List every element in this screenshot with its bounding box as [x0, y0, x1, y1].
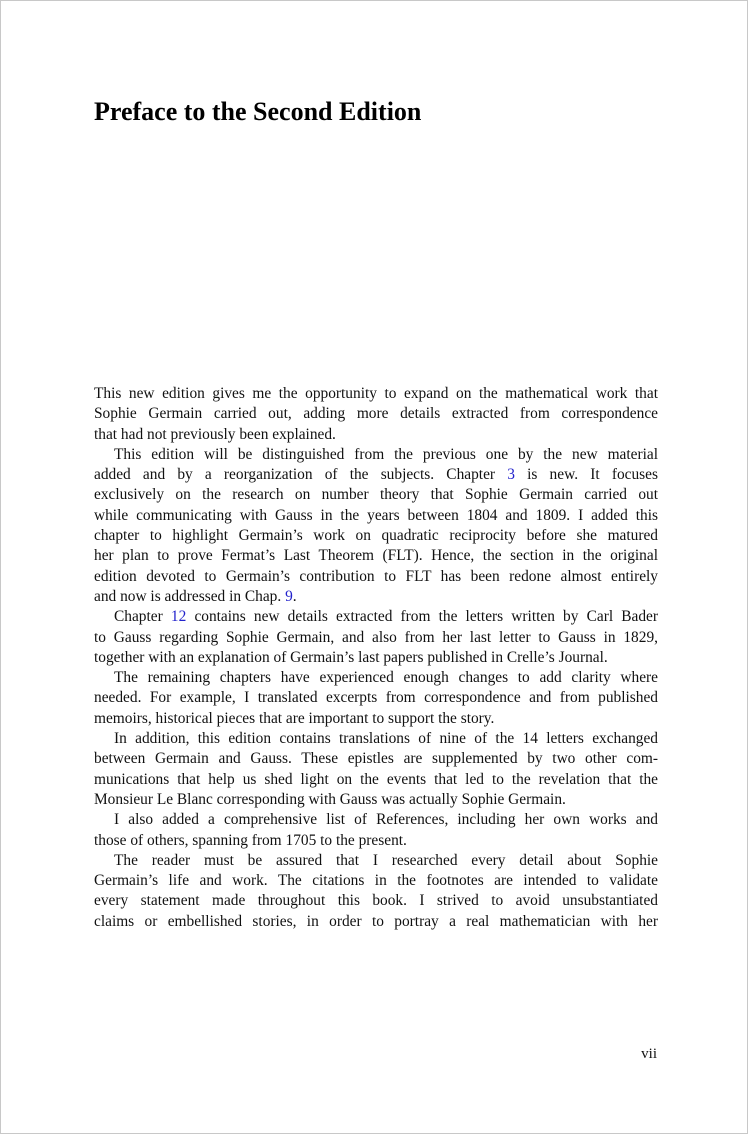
text-line [94, 465, 658, 485]
text-line [94, 587, 658, 607]
text-line: memoirs, historical pieces that are important to support the story. [94, 709, 495, 727]
text-segment: . [292, 587, 297, 605]
text-line: chapter to highlight Germain’s work on quadratic reciprocity before she matured [94, 527, 658, 545]
text-segment: added and by a reorganization of the subjects. Chapter [94, 466, 496, 484]
text-segment: is new. It focuses [527, 466, 658, 484]
text-line: Germain’s life and work. The citations in the footnotes are intended to validate [94, 872, 658, 890]
text-line: Monsieur Le Blanc corresponding with Gauss was actually Sophie Germain. [94, 790, 566, 808]
text-line: claims or embellished stories, in order to portray a real mathematician with her [94, 912, 658, 930]
text-line: those of others, spanning from 1705 to the present. [94, 831, 407, 849]
text-segment: and now is addressed in Chap. [94, 587, 282, 605]
text-line: together with an explanation of Germain’s last papers published in Crelle’s Journal. [94, 648, 608, 666]
text-segment: Chapter [114, 608, 163, 626]
page-number: vii [641, 1046, 657, 1062]
text-line: exclusively on the research on number theory that Sophie Germain carried out [94, 486, 658, 504]
text-line: while communicating with Gauss in the years between 1804 and 1809. I added this [94, 506, 658, 524]
text-line: This new edition gives me the opportunity to expand on the mathematical work that [94, 385, 658, 402]
text-line: In addition, this edition contains translations of nine of the 14 letters exchanged [114, 730, 658, 748]
text-line: that had not previously been explained. [94, 425, 336, 443]
chapter-3-link[interactable]: 3 [507, 466, 515, 484]
preface-body [94, 384, 658, 932]
text-line: her plan to prove Fermat’s Last Theorem (FLT). Hence, the section in the original [94, 547, 658, 565]
text-line: munications that help us shed light on the events that led to the revelation that the [94, 770, 658, 788]
text-line: every statement made throughout this book. I strived to avoid unsubstantiated [94, 892, 658, 910]
text-line: needed. For example, I translated excerpts from correspondence and from published [94, 689, 658, 707]
text-line: The reader must be assured that I researched every detail about Sophie [114, 851, 658, 869]
text-line: between Germain and Gauss. These epistles are supplemented by two other com- [94, 750, 658, 768]
text-segment: contains new details extracted from the letters written by Carl Bader [194, 608, 658, 626]
text-line: edition devoted to Germain’s contribution to FLT has been redone almost entirely [94, 567, 658, 585]
text-line: The remaining chapters have experienced enough changes to add clarity where [114, 669, 658, 687]
text-line: Sophie Germain carried out, adding more details extracted from correspondence [94, 405, 658, 423]
chapter-9-link[interactable]: 9 [285, 587, 293, 605]
chapter-12-link[interactable]: 12 [170, 608, 187, 626]
text-line: I also added a comprehensive list of References, including her own works and [114, 811, 658, 829]
text-line: This edition will be distinguished from the previous one by the new material [114, 445, 658, 463]
text-line: to Gauss regarding Sophie Germain, and also from her last letter to Gauss in 1829, [94, 628, 658, 646]
text-line [94, 607, 658, 627]
page-title: Preface to the Second Edition [94, 97, 422, 126]
